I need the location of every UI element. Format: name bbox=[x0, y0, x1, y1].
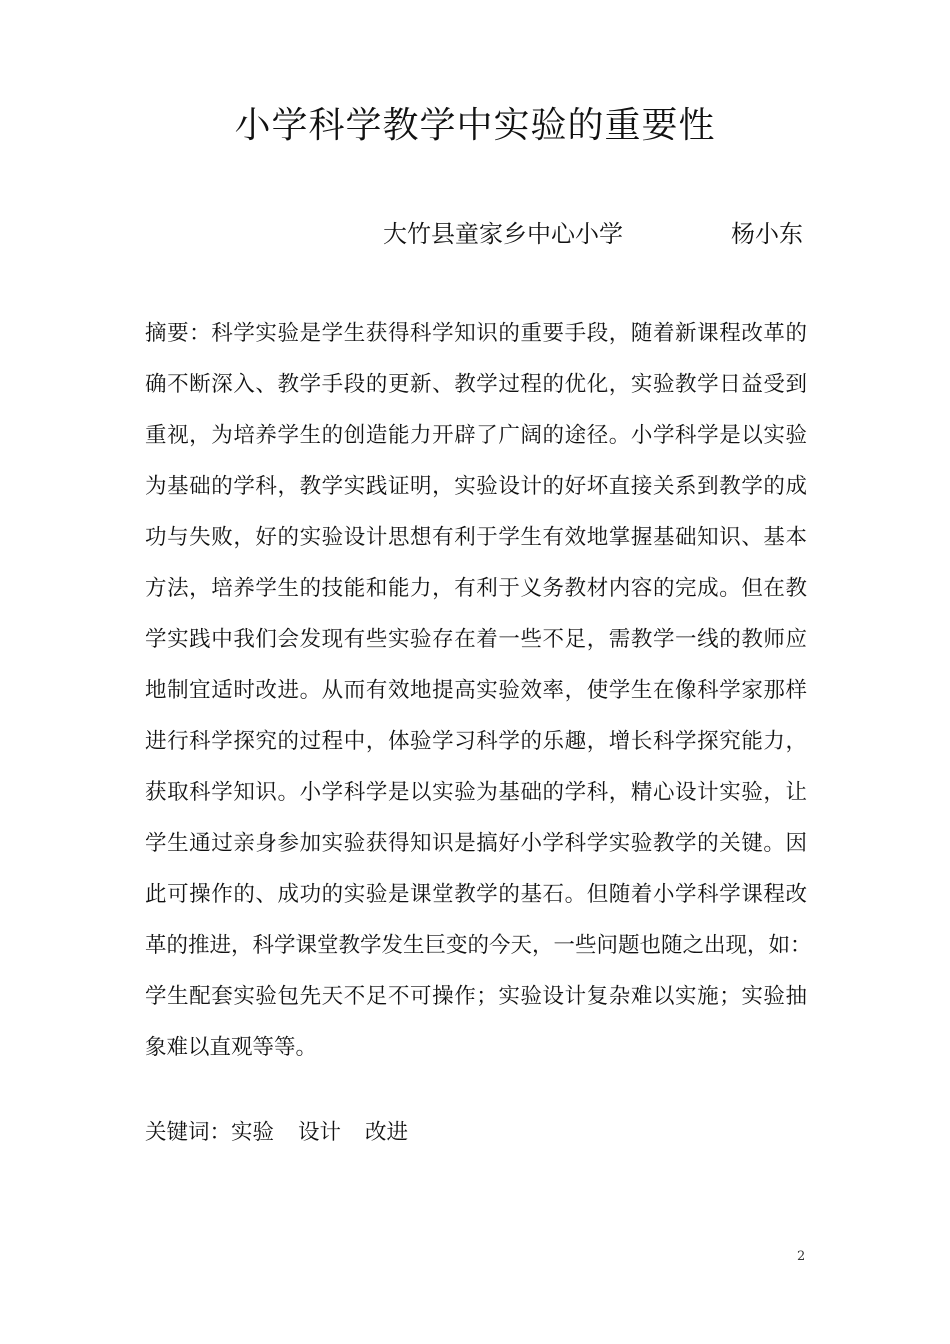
keyword: 设计 bbox=[298, 1120, 342, 1145]
abstract-line: 获取科学知识。小学科学是以实验为基础的学科，精心设计实验，让 bbox=[145, 780, 807, 805]
abstract-line: 革的推进，科学课堂教学发生巨变的今天，一些问题也随之出现，如： bbox=[145, 933, 812, 958]
abstract-line: 象难以直观等等。 bbox=[145, 1035, 318, 1060]
page-number: 2 bbox=[797, 1249, 806, 1264]
byline bbox=[0, 214, 950, 254]
abstract-line: 学实践中我们会发现有些实验存在着一些不足，需教学一线的教师应 bbox=[145, 627, 807, 652]
abstract-line: 地制宜适时改进。从而有效地提高实验效率，使学生在像科学家那样 bbox=[145, 678, 807, 703]
abstract-line: 学生配套实验包先天不足不可操作；实验设计复杂难以实施；实验抽 bbox=[145, 984, 807, 1009]
keyword: 实验 bbox=[231, 1120, 275, 1145]
abstract-line: 方法，培养学生的技能和能力，有利于义务教材内容的完成。但在教 bbox=[145, 576, 807, 601]
abstract-line: 摘要：科学实验是学生获得科学知识的重要手段，随着新课程改革的 bbox=[145, 321, 807, 346]
abstract-line: 此可操作的、成功的实验是课堂教学的基石。但随着小学科学课程改 bbox=[145, 882, 807, 907]
keyword: 改进 bbox=[365, 1120, 409, 1145]
abstract-line: 确不断深入、教学手段的更新、教学过程的优化，实验教学日益受到 bbox=[145, 372, 807, 397]
abstract-line: 学生通过亲身参加实验获得知识是搞好小学科学实验教学的关键。因 bbox=[145, 831, 807, 856]
keywords-label: 关键词： bbox=[145, 1120, 232, 1145]
abstract-line: 功与失败，好的实验设计思想有利于学生有效地掌握基础知识、基本 bbox=[145, 525, 807, 550]
abstract-line: 进行科学探究的过程中，体验学习科学的乐趣，增长科学探究能力， bbox=[145, 729, 807, 754]
school-name: 大竹县童家乡中心小学 bbox=[383, 220, 623, 248]
author-name: 杨小东 bbox=[731, 220, 803, 248]
abstract bbox=[145, 314, 812, 1079]
abstract-line: 为基础的学科，教学实践证明，实验设计的好坏直接关系到教学的成 bbox=[145, 474, 807, 499]
document-title: 小学科学教学中实验的重要性 bbox=[234, 105, 716, 146]
abstract-line: 重视，为培养学生的创造能力开辟了广阔的途径。小学科学是以实验 bbox=[145, 423, 807, 448]
keywords bbox=[145, 1113, 408, 1153]
